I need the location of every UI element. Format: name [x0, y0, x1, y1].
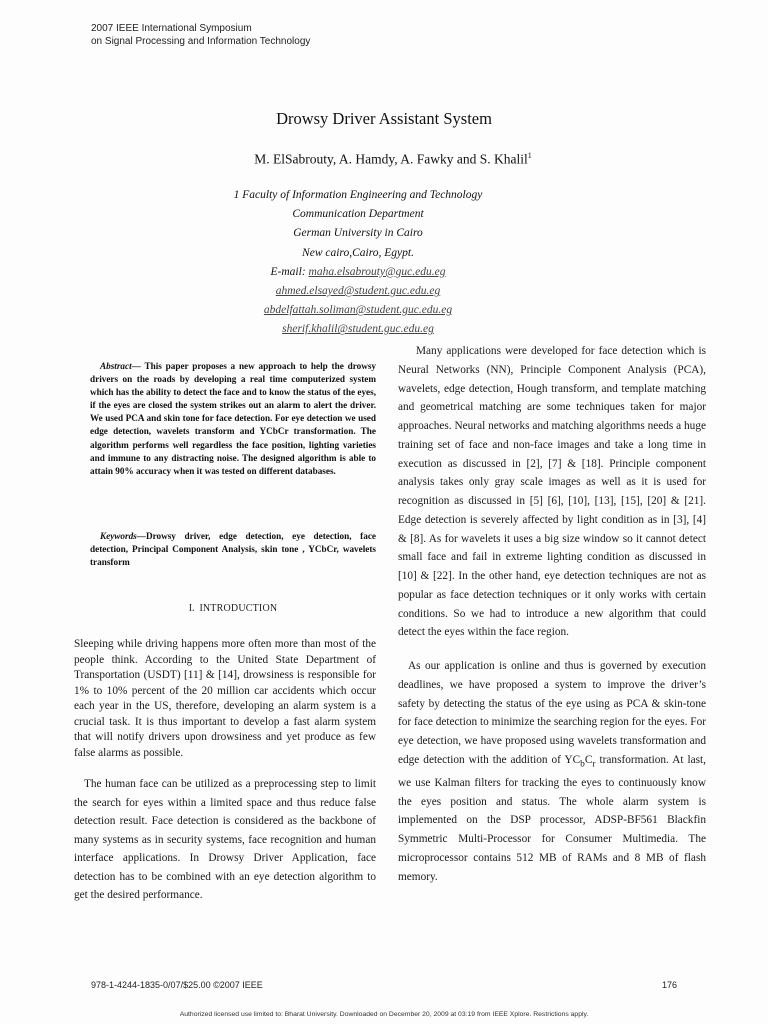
conference-line-2: on Signal Processing and Information Technology	[91, 36, 311, 47]
abstract-label: Abstract—	[100, 361, 141, 371]
keywords-paragraph	[90, 530, 376, 569]
keywords-label: Keywords—	[100, 531, 146, 541]
right-paragraph-2-text-c: C	[584, 753, 593, 766]
section-title-initial: I	[199, 603, 203, 614]
author-list	[0, 151, 768, 168]
intro-paragraph-1	[74, 637, 376, 761]
email-link-4[interactable]: sherif.khalil@student.guc.edu.eg	[282, 323, 434, 336]
section-title-rest: NTRODUCTION	[202, 603, 278, 614]
author-affiliation-marker: 1	[527, 151, 532, 160]
footer-page-number: 176	[662, 980, 678, 990]
intro-paragraph-1-text: Sleeping while driving happens more often more than most of the people think. According to the United State Department of Transportation (USDT) [11] & [14], drowsiness is responsible for 1% to 10% percent of the 20 million car accidents which occur each year in the US, therefore, developing an alarm system is a crucial task. It is thus important to develop a fast alarm system that will notify drivers upon drowsiness and yet produce as few false alarms as possible.	[74, 638, 376, 759]
email-link-3[interactable]: abdelfattah.soliman@student.guc.edu.eg	[263, 304, 453, 317]
email-label: E-mail:	[270, 265, 309, 278]
keywords-text: Drowsy driver, edge detection, eye detection, face detection, Principal Component Analysis, skin tone , YCbCr, wavelets transform	[90, 531, 376, 568]
conference-line-1: 2007 IEEE International Symposium	[91, 23, 252, 34]
paper-title: Drowsy Driver Assistant System	[276, 109, 492, 128]
author-names: M. ElSabrouty, A. Hamdy, A. Fawky and S. Khalil	[254, 151, 528, 167]
email-line	[0, 263, 716, 282]
intro-paragraph-2	[74, 775, 376, 905]
affiliation-location: New cairo,Cairo, Egypt.	[302, 246, 414, 259]
email-link-1[interactable]: maha.elsabrouty@guc.edu.eg	[308, 265, 446, 278]
right-column-paragraph-1	[398, 342, 706, 642]
affiliation-faculty: 1 Faculty of Information Engineering and Technology	[233, 189, 483, 201]
section-heading-introduction	[90, 603, 376, 614]
conference-header	[91, 22, 310, 48]
email-line	[0, 282, 716, 301]
authorized-use-notice: Authorized licensed use limited to: Bharat University. Downloaded on December 20, 2009 at 03:19 from IEEE Xplore. Restrictions apply.	[179, 1011, 589, 1018]
right-column-paragraph-2	[398, 657, 706, 886]
abstract-text: This paper proposes a new approach to help the drowsy drivers on the roads by developing a real time computerized system which has the ability to detect the face and to know the status of the eyes, if the eyes are closed the system strikes out an alarm to alert the driver. We used PCA and skin tone for face detection. For eye detection we used edge detection, wavelets transform and YCbCr transformation. The algorithm performs well regardless the face position, lighting varieties and immune to any distracting noise. The designed algorithm is able to attain 90% accuracy when it was tested on different databases.	[90, 361, 376, 476]
abstract-paragraph	[90, 360, 376, 478]
subscript-b: b	[580, 759, 585, 769]
right-paragraph-2-text-a: As our application is online and thus is governed by execution deadlines, we have proposed a system to improve the driver’s safety by detecting the status of the eye using as PCA & skin-tone for face detection to minimize the searching region for the eyes. For eye detection, we have proposed using wavelets transformation and edge detection with the addition of YC	[398, 660, 706, 766]
email-line	[0, 301, 716, 320]
affiliation-department: Communication Department	[292, 208, 424, 221]
right-paragraph-1-text: Many applications were developed for face detection which is Neural Networks (NN), Principle Component Analysis (PCA), wavelets, edge detection, Hough transform, and template matching and geometrical matching are some techniques taken for major approaches. Neural networks and matching algorithms needs a huge training set of face and non-face images and take a long time in execution as discussed in [2], [7] & [18]. Principle component analysis takes only gray scale images as well as it is used for recognition as discussed in [5] [6], [10], [13], [15], [20] & [21]. Edge detection is severely affected by light condition as in [3], [4] & [8]. As for wavelets it uses a big size window so it cannot detect small face and fail in extreme lighting condition as discussed in [10] & [22]. In the other hand, eye detection techniques are not as popular as face detection techniques or it only works with certain conditions. So we had to introduce a new algorithm that could detect the eyes within the face region.	[398, 345, 706, 639]
email-line	[0, 320, 716, 339]
affiliation-block	[0, 186, 716, 340]
right-paragraph-2-text-b: transformation. At last, we use Kalman filters for tracking the eyes to continuously know the eyes position and status. The whole alarm system is implemented on the DSP processor, ADSP-BF561 Blackfin Symmetric Multi-Processor for Consumer Multimedia. The microprocessor contains 512 MB of RAMs and 8 MB of flash memory.	[398, 753, 706, 883]
subscript-r: r	[592, 759, 596, 769]
section-number: I.	[188, 603, 195, 614]
email-link-2[interactable]: ahmed.elsayed@student.guc.edu.eg	[275, 285, 441, 298]
footer-isbn: 978-1-4244-1835-0/07/$25.00 ©2007 IEEE	[91, 980, 263, 990]
affiliation-university: German University in Cairo	[293, 227, 423, 240]
intro-paragraph-2-text: The human face can be utilized as a preprocessing step to limit the search for eyes within a limited space and thus reduce false detection result. Face detection is considered as the backbone of many systems as in security systems, face recognition and human interface applications. In Drowsy Driver Application, face detection has to be combined with an eye detection algorithm to get the desired performance.	[74, 778, 376, 901]
